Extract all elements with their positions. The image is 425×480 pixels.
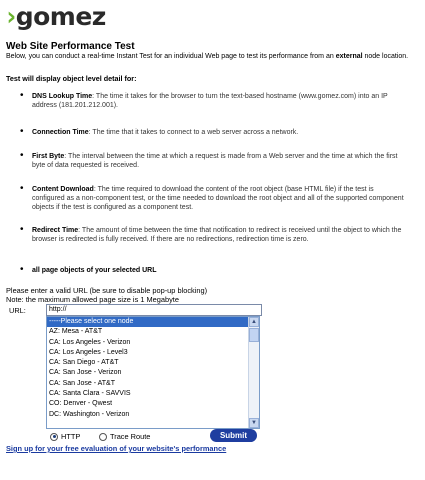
gomez-logo: [6, 2, 106, 32]
bullet-first-byte: [32, 152, 404, 170]
bullet-term: Redirect Time: [32, 227, 79, 234]
detail-heading: Test will display object level detail for:: [6, 74, 137, 83]
bullet-text: : The time that it takes to connect to a web server across a network.: [88, 129, 299, 136]
radio-http[interactable]: [50, 432, 80, 441]
radio-http-circle-icon[interactable]: [50, 433, 58, 441]
bullet-content-download: [32, 185, 404, 212]
bullet-text: : The time it takes for the browser to turn the text-based hostname (www.gomez.com) into an IP address (181.201.212.001).: [32, 93, 388, 109]
node-option[interactable]: CA: Santa Clara - SAVVIS: [49, 390, 131, 398]
page-size-note: Note: the maximum allowed page size is 1 Megabyte: [6, 295, 179, 304]
node-option[interactable]: CA: San Jose - AT&T: [49, 379, 116, 387]
url-input[interactable]: [46, 304, 262, 316]
url-label: URL:: [9, 306, 26, 315]
bullet-dns-lookup: [32, 92, 404, 110]
submit-button[interactable]: Submit: [210, 429, 257, 442]
node-option[interactable]: CO: Denver - Qwest: [49, 400, 113, 408]
node-option[interactable]: CA: San Diego - AT&T: [49, 359, 119, 367]
url-instruction: Please enter a valid URL (be sure to disable pop-up blocking): [6, 286, 208, 295]
node-option[interactable]: CA: Los Angeles - Verizon: [49, 338, 131, 346]
scroll-down-arrow-icon[interactable]: ▼: [249, 418, 259, 428]
bullet-all-page-objects: [32, 266, 404, 275]
scroll-up-arrow-icon[interactable]: ▲: [249, 317, 259, 327]
radio-trace-route[interactable]: [99, 432, 150, 441]
bullet-term: Connection Time: [32, 129, 89, 136]
signup-link[interactable]: Sign up for your free evaluation of your website's performance: [6, 444, 227, 453]
intro-text: [6, 52, 411, 61]
node-items: [47, 317, 248, 420]
node-option[interactable]: DC: Washington - Verizon: [49, 410, 130, 418]
intro-end: node location.: [362, 53, 409, 60]
bullet-text: : The amount of time between the time that notification to redirect is received until the object to which the browser is redirected is fully received. If there are no redirections, redirection time is zero.: [32, 227, 402, 243]
radio-http-label: HTTP: [61, 432, 81, 441]
logo-chevron-icon: ›: [6, 2, 17, 32]
logo-text: gomez: [15, 2, 106, 31]
bullet-term: DNS Lookup Time: [32, 93, 93, 100]
radio-trace-route-circle-icon[interactable]: [99, 433, 107, 441]
bullet-connection-time: [32, 128, 404, 137]
radio-trace-route-label: Trace Route: [110, 432, 151, 441]
node-list-scrollbar[interactable]: [248, 317, 259, 428]
node-option[interactable]: CA: Los Angeles - Level3: [49, 348, 128, 356]
bullet-redirect-time: [32, 226, 404, 244]
intro-bold: external: [335, 53, 363, 60]
node-select-list[interactable]: [46, 316, 260, 429]
node-option[interactable]: -----Please select one node: [47, 317, 248, 327]
intro-start: Below, you can conduct a real-time Instant Test for an individual Web page to test its performance from an: [6, 53, 336, 60]
bullet-term: First Byte: [32, 153, 65, 160]
bullet-term: Content Download: [32, 186, 94, 193]
scrollbar-thumb[interactable]: [249, 328, 259, 342]
bullet-text: : The interval between the time at which a request is made from a Web server and the time at which the first byte of data requested is received.: [32, 153, 398, 169]
bullet-term: all page objects of your selected URL: [32, 267, 157, 274]
node-option[interactable]: AZ: Mesa - AT&T: [49, 328, 103, 336]
node-option[interactable]: CA: San Jose - Verizon: [49, 369, 122, 377]
bullet-text: : The time required to download the content of the root object (base HTML file) if the test is configured as a non-component test, or the time needed to download the root object and all of the supported component objects if the test is configured as a component test.: [32, 186, 404, 211]
page-title: Web Site Performance Test: [6, 41, 135, 52]
